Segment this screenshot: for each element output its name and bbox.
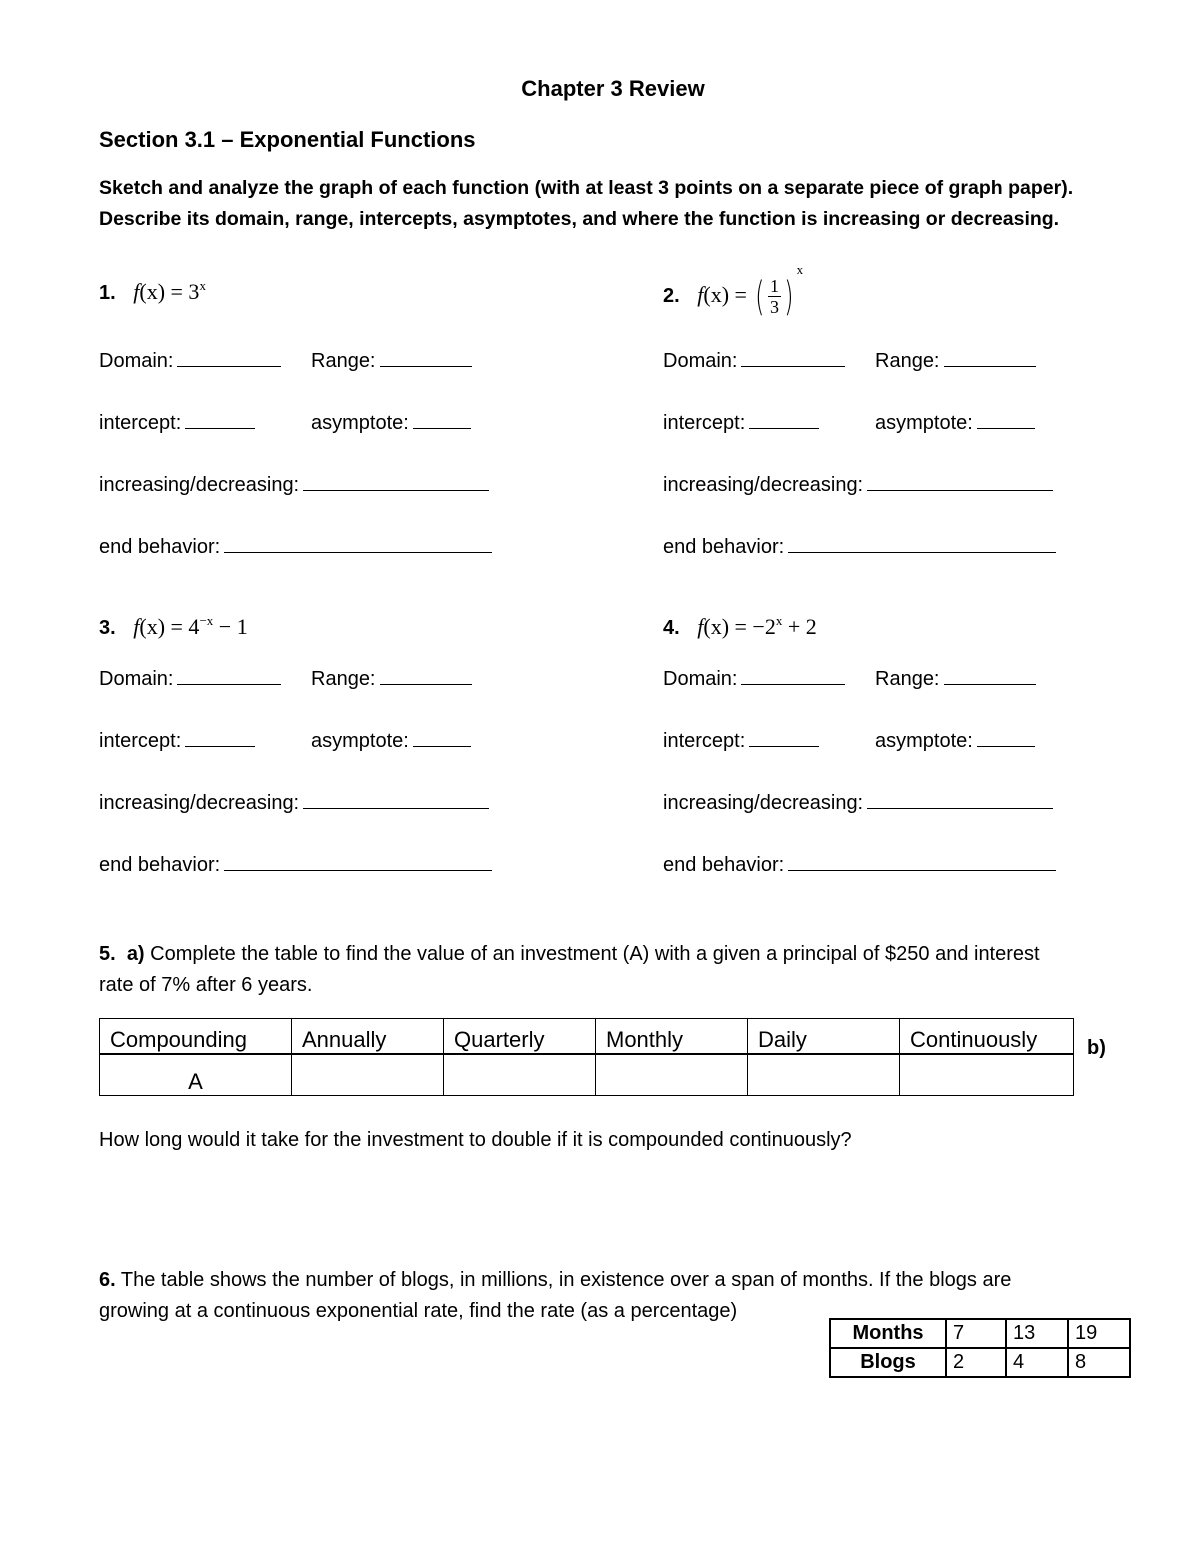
- investment-table: [99, 1018, 1074, 1096]
- answer-cell[interactable]: [900, 1054, 1074, 1096]
- table-header: Quarterly: [444, 1019, 596, 1055]
- table-header: Compounding: [100, 1019, 292, 1055]
- problem-4: [663, 613, 817, 640]
- row-label: Blogs: [830, 1348, 946, 1377]
- intercept-field-1: intercept:: [99, 408, 255, 435]
- incdec-field-4: increasing/decreasing:: [663, 788, 1053, 815]
- end-behavior-field-2: end behavior:: [663, 532, 1056, 559]
- domain-field-2: Domain:: [663, 346, 845, 373]
- answer-blank[interactable]: [741, 664, 845, 685]
- q6-prompt-line-2: growing at a continuous exponential rate, find the rate (as a percentage): [99, 1300, 738, 1322]
- answer-blank[interactable]: [185, 726, 255, 747]
- incdec-field-3: increasing/decreasing:: [99, 788, 489, 815]
- range-field-1: Range:: [311, 346, 472, 373]
- answer-blank[interactable]: [977, 408, 1035, 429]
- answer-blank[interactable]: [788, 532, 1056, 553]
- answer-blank[interactable]: [224, 850, 492, 871]
- answer-blank[interactable]: [944, 664, 1036, 685]
- table-cell: 7: [946, 1319, 1006, 1348]
- intercept-field-2: intercept:: [663, 408, 819, 435]
- intercept-field-4: intercept:: [663, 726, 819, 753]
- q5-question: How long would it take for the investment to double if it is compounded continuously?: [99, 1129, 852, 1151]
- answer-blank[interactable]: [977, 726, 1035, 747]
- answer-blank[interactable]: [867, 470, 1053, 491]
- table-header: Annually: [292, 1019, 444, 1055]
- function-expression: $f(x) = -2^x + 2$: [697, 613, 817, 639]
- table-cell: 8: [1068, 1348, 1130, 1377]
- answer-blank[interactable]: [867, 788, 1053, 809]
- problem-number: 3.: [99, 617, 116, 639]
- answer-blank[interactable]: [303, 788, 489, 809]
- answer-blank[interactable]: [303, 470, 489, 491]
- table-row: [100, 1019, 1074, 1055]
- answer-blank[interactable]: [413, 726, 471, 747]
- end-behavior-field-1: end behavior:: [99, 532, 492, 559]
- function-expression: f(x) = ( $\frac{1}{3}$ )$^x$: [697, 262, 804, 320]
- answer-blank[interactable]: [413, 408, 471, 429]
- answer-blank[interactable]: [177, 664, 281, 685]
- page-title: Chapter 3 Review: [521, 76, 705, 101]
- problem-1: [99, 278, 206, 305]
- answer-blank[interactable]: [944, 346, 1036, 367]
- end-behavior-field-3: end behavior:: [99, 850, 492, 877]
- intercept-field-3: intercept:: [99, 726, 255, 753]
- answer-blank[interactable]: [177, 346, 281, 367]
- problem-number: 2.: [663, 285, 680, 307]
- row-label: A: [100, 1054, 292, 1096]
- q6-prompt-line-1: 6. The table shows the number of blogs, in millions, in existence over a span of months. If the blogs are: [99, 1269, 1012, 1291]
- asymptote-field-2: asymptote:: [875, 408, 1035, 435]
- section-heading: Section 3.1 – Exponential Functions: [99, 127, 476, 152]
- function-expression: $f(x) = 3^x$: [133, 278, 206, 304]
- problem-2: [663, 262, 803, 320]
- q5-prompt-line-2: rate of 7% after 6 years.: [99, 974, 313, 996]
- answer-cell[interactable]: [444, 1054, 596, 1096]
- domain-field-1: Domain:: [99, 346, 281, 373]
- part-b-label: b): [1087, 1037, 1106, 1059]
- table-cell: 13: [1006, 1319, 1068, 1348]
- asymptote-field-3: asymptote:: [311, 726, 471, 753]
- answer-blank[interactable]: [788, 850, 1056, 871]
- incdec-field-1: increasing/decreasing:: [99, 470, 489, 497]
- answer-blank[interactable]: [380, 346, 472, 367]
- table-row: [100, 1054, 1074, 1096]
- row-label: Months: [830, 1319, 946, 1348]
- domain-field-3: Domain:: [99, 664, 281, 691]
- table-header: Monthly: [596, 1019, 748, 1055]
- answer-blank[interactable]: [185, 408, 255, 429]
- range-field-2: Range:: [875, 346, 1036, 373]
- range-field-3: Range:: [311, 664, 472, 691]
- domain-field-4: Domain:: [663, 664, 845, 691]
- problem-3: [99, 613, 248, 640]
- table-row: [830, 1348, 1130, 1377]
- asymptote-field-4: asymptote:: [875, 726, 1035, 753]
- table-cell: 2: [946, 1348, 1006, 1377]
- problem-number: 4.: [663, 617, 680, 639]
- answer-blank[interactable]: [749, 408, 819, 429]
- blogs-table: [829, 1318, 1131, 1378]
- answer-blank[interactable]: [741, 346, 845, 367]
- asymptote-field-1: asymptote:: [311, 408, 471, 435]
- incdec-field-2: increasing/decreasing:: [663, 470, 1053, 497]
- table-header: Daily: [748, 1019, 900, 1055]
- table-cell: 19: [1068, 1319, 1130, 1348]
- range-field-4: Range:: [875, 664, 1036, 691]
- table-header: Continuously: [900, 1019, 1074, 1055]
- end-behavior-field-4: end behavior:: [663, 850, 1056, 877]
- answer-cell[interactable]: [292, 1054, 444, 1096]
- table-cell: 4: [1006, 1348, 1068, 1377]
- problem-number: 1.: [99, 282, 116, 304]
- table-row: [830, 1319, 1130, 1348]
- answer-cell[interactable]: [596, 1054, 748, 1096]
- answer-cell[interactable]: [748, 1054, 900, 1096]
- answer-blank[interactable]: [380, 664, 472, 685]
- function-expression: $f(x) = 4^{-x} - 1$: [133, 613, 248, 639]
- answer-blank[interactable]: [749, 726, 819, 747]
- answer-blank[interactable]: [224, 532, 492, 553]
- instructions-line-1: Sketch and analyze the graph of each function (with at least 3 points on a separate piece of graph paper).: [99, 177, 1074, 199]
- q5-prompt-line-1: 5. a) Complete the table to find the value of an investment (A) with a given a principal of $250 and interest: [99, 943, 1040, 965]
- instructions-line-2: Describe its domain, range, intercepts, asymptotes, and where the function is increasing or decreasing.: [99, 208, 1060, 230]
